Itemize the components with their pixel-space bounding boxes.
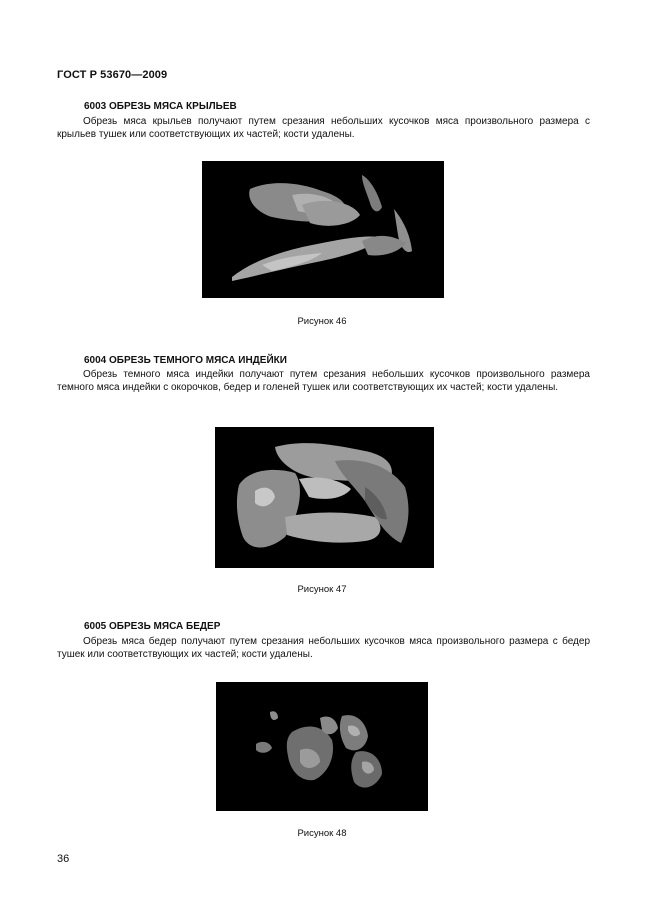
figure-47-photo	[215, 427, 434, 568]
figure-46-meat-image	[202, 161, 444, 298]
figure-46-photo	[202, 161, 444, 298]
document-header: ГОСТ Р 53670—2009	[57, 69, 168, 81]
figure-48-meat-image	[216, 682, 428, 811]
section-heading-6003: 6003 ОБРЕЗЬ МЯСА КРЫЛЬЕВ	[84, 101, 237, 112]
figure-47-meat-image	[215, 427, 434, 568]
section-text-6005: Обрезь мяса бедер получают путем срезания небольших кусочков мяса произвольного размера с бедер тушек или соответствующих их частей; кости удалены.	[57, 636, 590, 660]
figure-47-caption: Рисунок 47	[297, 584, 347, 595]
section-heading-6004: 6004 ОБРЕЗЬ ТЕМНОГО МЯСА ИНДЕЙКИ	[84, 355, 287, 366]
figure-48-photo	[216, 682, 428, 811]
figure-46-caption: Рисунок 46	[297, 316, 347, 327]
page-number: 36	[57, 853, 70, 865]
section-text-6003: Обрезь мяса крыльев получают путем срезания небольших кусочков мяса произвольного размера с крыльев тушек или соответствующих их частей; кости удалены.	[57, 116, 590, 140]
figure-48-caption: Рисунок 48	[297, 828, 347, 839]
section-text-6004: Обрезь темного мяса индейки получают путем срезания небольших кусочков произвольного размера темного мяса индейки с окорочков, бедер и голеней тушек или соответствующих их частей; кости удалены.	[57, 369, 590, 393]
section-heading-6005: 6005 ОБРЕЗЬ МЯСА БЕДЕР	[84, 621, 221, 632]
